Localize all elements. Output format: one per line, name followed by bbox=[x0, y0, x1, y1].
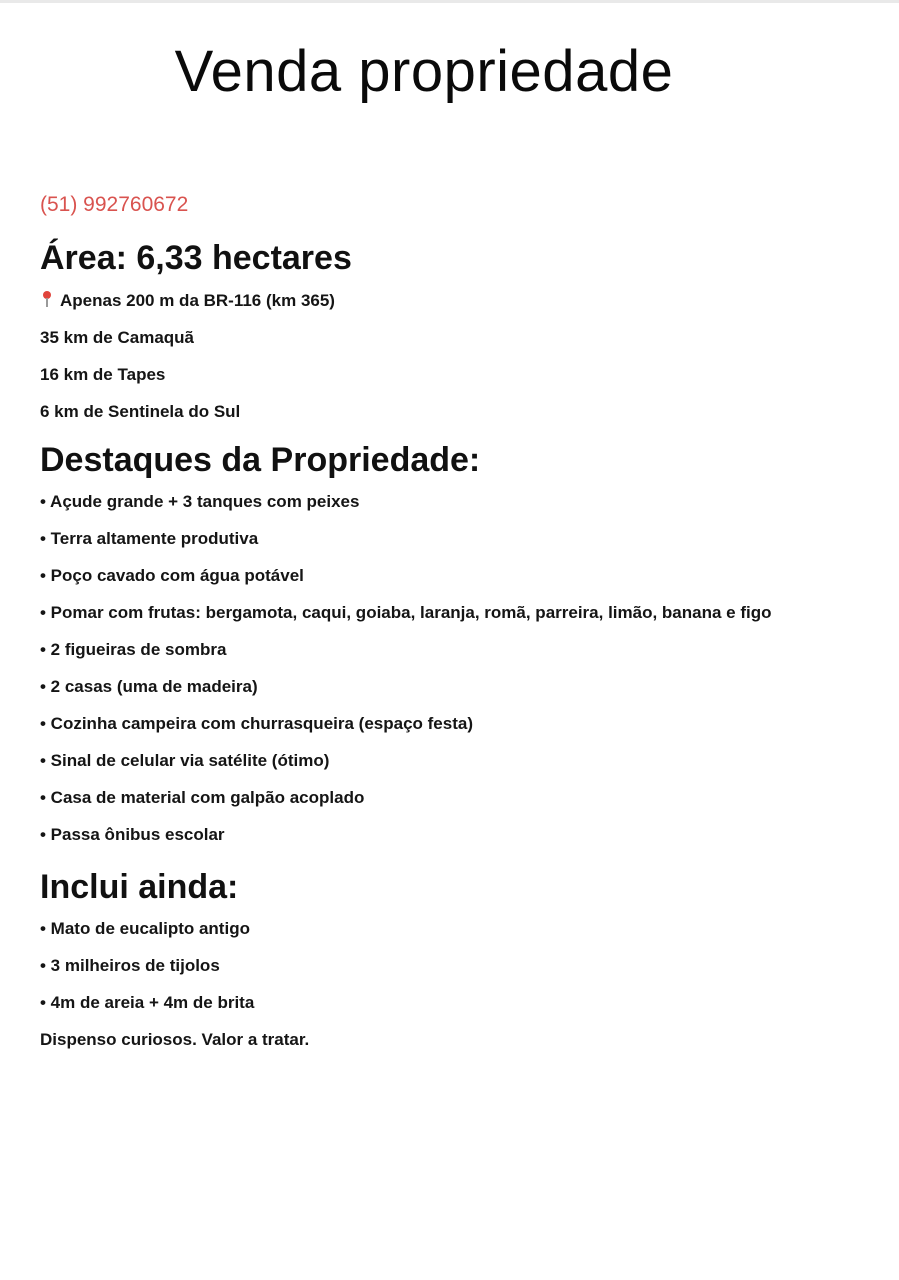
include-item: • 3 milheiros de tijolos bbox=[40, 956, 220, 975]
highlight-item: • Pomar com frutas: bergamota, caqui, goiaba, laranja, romã, parreira, limão, banana e figo bbox=[40, 603, 772, 622]
highlight-item: • Casa de material com galpão acoplado bbox=[40, 788, 365, 807]
page-title: Venda propriedade bbox=[174, 39, 674, 104]
highlight-item: • Cozinha campeira com churrasqueira (espaço festa) bbox=[40, 714, 473, 733]
highlight-item: • Sinal de celular via satélite (ótimo) bbox=[40, 751, 330, 770]
distance-line: 16 km de Tapes bbox=[40, 365, 166, 384]
footer-note: Dispenso curiosos. Valor a tratar. bbox=[40, 1030, 310, 1049]
map-pin-icon bbox=[40, 290, 56, 308]
includes-heading: Inclui ainda: bbox=[40, 868, 239, 906]
phone-number[interactable]: (51) 992760672 bbox=[40, 193, 189, 216]
highlight-item: • Poço cavado com água potável bbox=[40, 566, 304, 585]
include-item: • 4m de areia + 4m de brita bbox=[40, 993, 255, 1012]
highlight-item: • 2 casas (uma de madeira) bbox=[40, 677, 258, 696]
highlight-item: • Açude grande + 3 tanques com peixes bbox=[40, 492, 360, 511]
location-line bbox=[40, 290, 860, 311]
highlights-heading: Destaques da Propriedade: bbox=[40, 441, 481, 479]
area-heading: Área: 6,33 hectares bbox=[40, 239, 352, 277]
listing-content bbox=[40, 190, 860, 1067]
include-item: • Mato de eucalipto antigo bbox=[40, 919, 250, 938]
top-border bbox=[0, 0, 899, 3]
distance-line: 6 km de Sentinela do Sul bbox=[40, 402, 241, 421]
highlight-item: • Passa ônibus escolar bbox=[40, 825, 225, 844]
distance-line: 35 km de Camaquã bbox=[40, 328, 195, 347]
highlight-item: • 2 figueiras de sombra bbox=[40, 640, 227, 659]
location-text: Apenas 200 m da BR-116 (km 365) bbox=[60, 291, 335, 310]
highlight-item: • Terra altamente produtiva bbox=[40, 529, 259, 548]
